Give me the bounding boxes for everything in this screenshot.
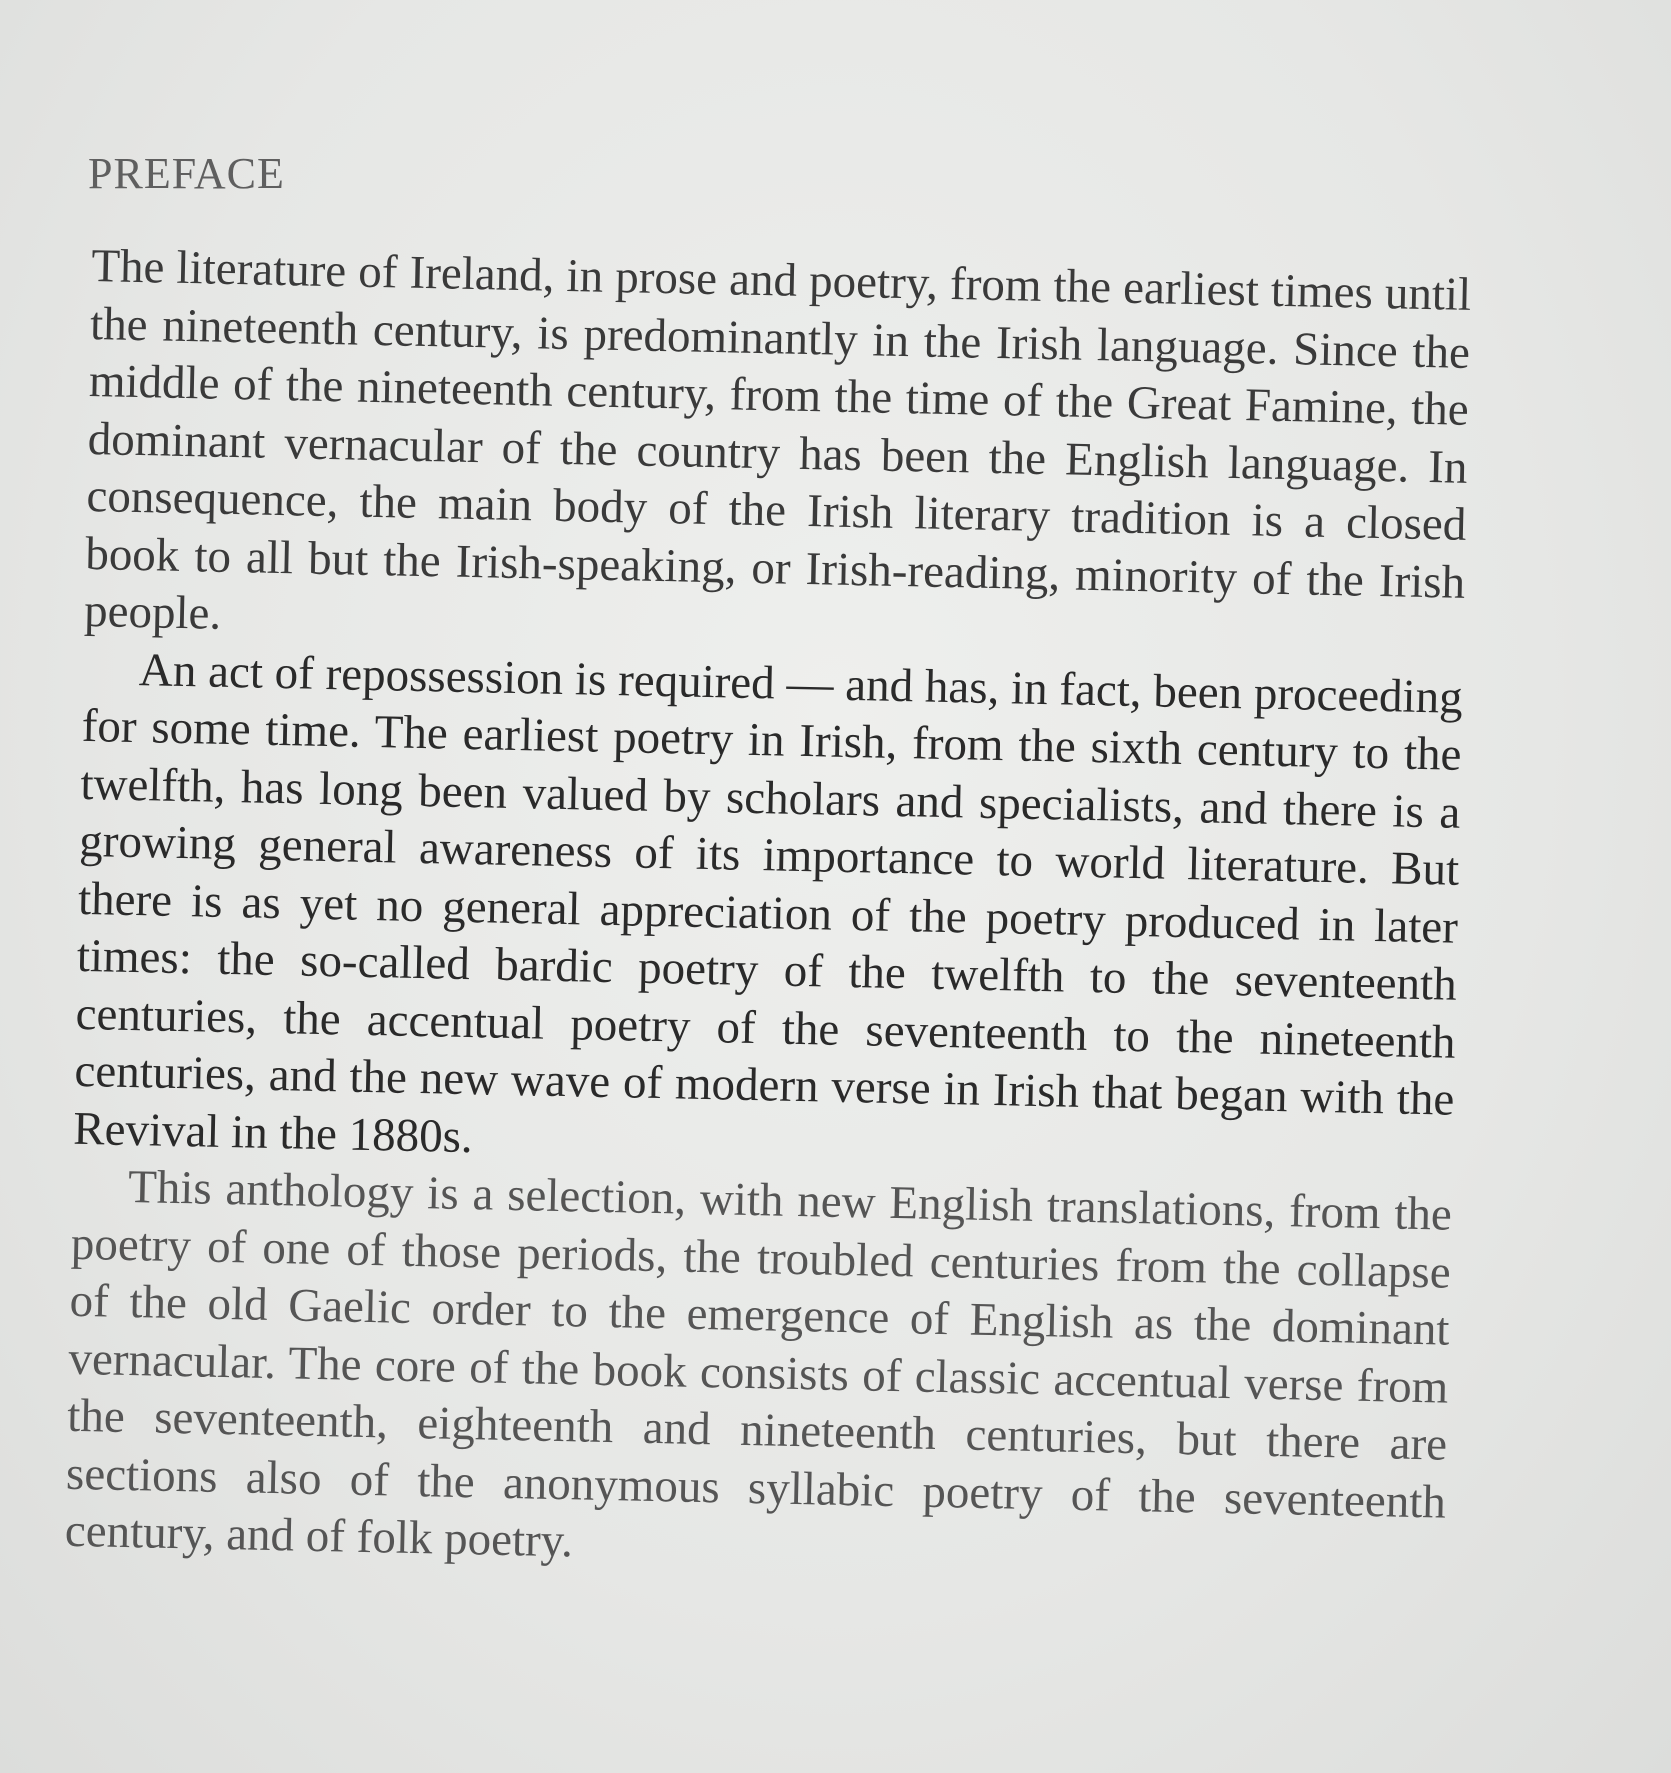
paragraph: This anthology is a selection, with new English translations, from the poetry of one of those periods, the troubled centuries from the collapse of the old Gaelic order to the emergence of English as the dominant vernacular. The core of the book consists of classic accentual verse from the seventeenth, eighteenth and nineteenth centuries, but there are sections also of the anonymous syllabic poetry of the seventeenth century, and of folk poetry. [64,1160,1453,1568]
preface-body [64,238,1471,1589]
paragraph: An act of repossession is required — and has, in fact, been proceeding for some time. The earliest poetry in Irish, from the sixth century to the twelfth, has long been valued by scholars and specialists, and there is a growing general awareness of its importance to world literature. But there is as yet no general appreciation of the poetry produced in later times: the so-called bardic poetry of the twelfth to the seventeenth centuries, the accentual poetry of the seventeenth to the nineteenth centuries, and the new wave of modern verse in Irish that began with the Revival in the 1880s. [72,643,1464,1163]
paragraph: The literature of Ireland, in prose and poetry, from the earliest times until the nineteenth century, is predominantly in the Irish language. Since the middle of the nineteenth century, from the time of the Great Famine, the dominant vernacular of the country has been the English language. In consequence, the main body of the Irish literary tradition is a closed book to all but the Irish-speaking, or Irish-reading, minority of the Irish people. [83,239,1472,640]
page-title: PREFACE [88,149,285,198]
